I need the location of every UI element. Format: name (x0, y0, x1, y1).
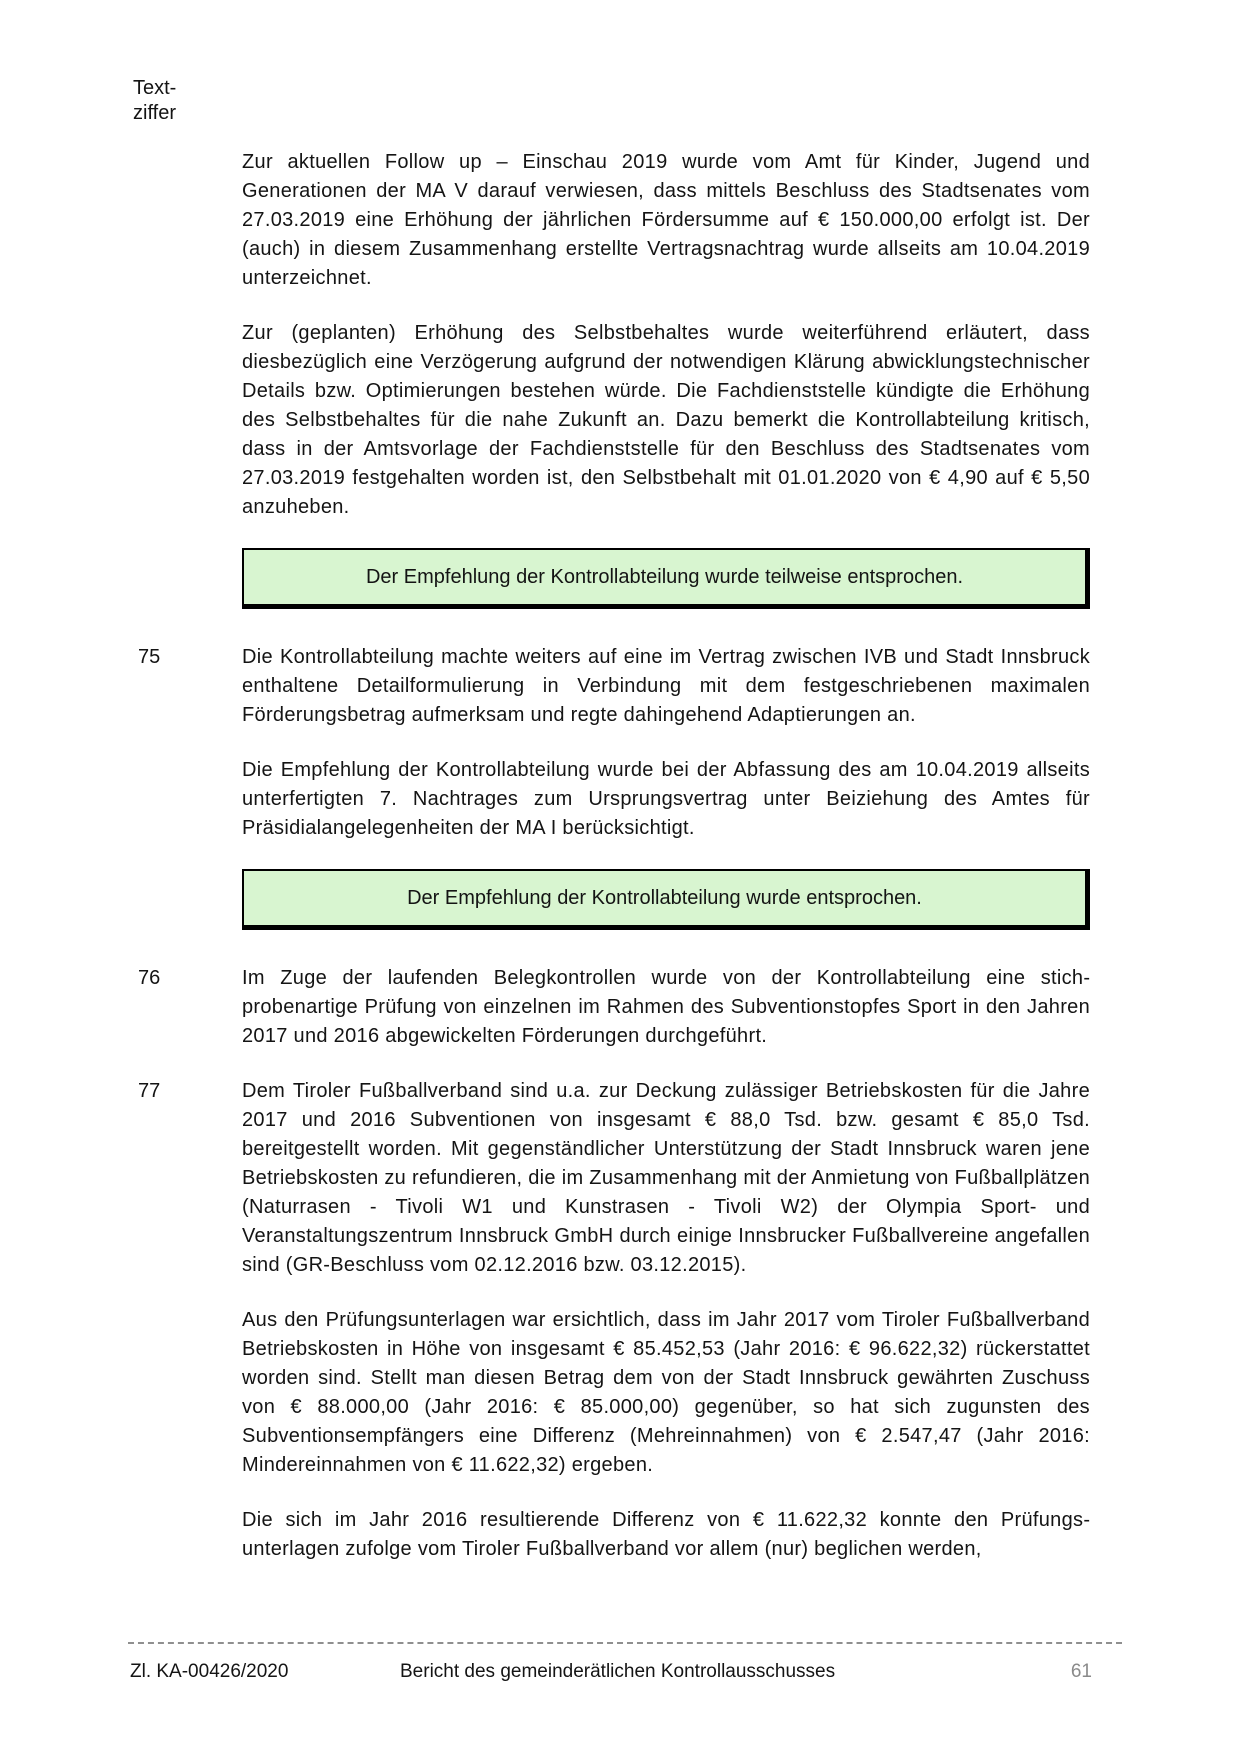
recommendation-box-entsprochen (242, 869, 1090, 930)
footer-page-number: 61 (1070, 1661, 1092, 1682)
paragraph-followup-einschau: Zur aktuellen Follow up – Einschau 2019 wurde vom Amt für Kinder, Jugend und Generationen der MA V darauf verwiesen, dass mittels Beschluss des Stadtsenates vom 27.03.2019 eine Erhöhung der jährlichen Fördersumme auf € 150.000,00 erfolgt ist. Der (auch) in diesem Zusammenhang erstellte Vertragsnachtrag wurde allseits am 10.04.2019 unterzeichnet. (242, 151, 1090, 289)
section-75 (138, 643, 1090, 730)
recommendation-box-text: Der Empfehlung der Kontrollabteilung wurde teilweise entsprochen. (365, 566, 963, 588)
textziffer-number-76: 76 (138, 967, 161, 989)
section-76 (138, 964, 1090, 1051)
textziffer-heading-line2: ziffer (133, 102, 176, 124)
textziffer-heading-line1: Text- (133, 77, 177, 99)
footer-dashed-divider (128, 1642, 1122, 1644)
content-column (138, 148, 1090, 1590)
textziffer-column-heading (133, 76, 176, 126)
paragraph-selbstbehalt: Zur (geplanten) Erhöhung des Selbstbehaltes wurde weiterführend erläutert, dass diesbezüglich eine Verzögerung aufgrund der notwendigen Klärung abwicklungstechnischer Details bzw. Optimierungen bestehen würde. Die Fachdienststelle kündigte die Erhöhung des Selbstbehaltes für die nahe Zukunft an. Dazu bemerkt die Kontrollabteilung kritisch, dass in der Amtsvorlage der Fachdienststelle für den Beschluss des Stadtsenates vom 27.03.2019 festgehalten worden ist, den Selbstbehalt mit 01.01.2020 von € 4,90 auf € 5,50 anzuheben. (242, 322, 1090, 518)
recommendation-box-teilweise (242, 548, 1090, 609)
section-77 (138, 1077, 1090, 1280)
textziffer-number-77: 77 (138, 1080, 161, 1102)
paragraph-75-vertrag-ivb: Die Kontrollabteilung machte weiters auf eine im Vertrag zwischen IVB und Stadt Innsbruck enthaltene Detailformulierung in Verbindung mit dem festgeschriebenen maximalen Förderungsbetrag aufmerksam und regte dahingehend Adaptierungen an. (242, 646, 1090, 726)
paragraph-75-empfehlung: Die Empfehlung der Kontrollabteilung wurde bei der Abfassung des am 10.04.2019 allseits unterfertigten 7. Nachtrages zum Ursprungsvertrag unter Beiziehung des Amtes für Präsidialangelegenheiten der MA I berücksichtigt. (242, 759, 1090, 839)
paragraph-77-fussballverband: Dem Tiroler Fußballverband sind u.a. zur Deckung zulässiger Betriebskosten für die Jahre 2017 und 2016 Subventionen von insgesamt € 88,0 Tsd. bzw. gesamt € 85,0 Tsd. bereitgestellt worden. Mit gegenständlicher Unterstützung der Stadt Innsbruck waren jene Betriebskosten zu refundieren, die im Zusammenhang mit der Anmietung von Fußballplätzen (Naturrasen - Tivoli W1 und Kunstrasen - Tivoli W2) der Olympia Sport- und Veranstaltungszentrum Innsbruck GmbH durch einige Innsbrucker Fußballvereine angefallen sind (GR-Beschluss vom 02.12.2016 bzw. 03.12.2015). (242, 1080, 1090, 1276)
paragraph-77-differenz: Die sich im Jahr 2016 resultierende Differenz von € 11.622,32 konnte den Prüfungsunterlagen zufolge vom Tiroler Fußballverband vor allem (nur) beglichen werden, (242, 1509, 1090, 1560)
paragraph-76-belegkontrollen: Im Zuge der laufenden Belegkontrollen wurde von der Kontrollabteilung eine stichprobenartige Prüfung von einzelnen im Rahmen des Subventionstopfes Sport in den Jahren 2017 und 2016 abgewickelten Förderungen durchgeführt. (242, 967, 1090, 1047)
footer-report-title: Bericht des gemeinderätlichen Kontrollausschusses (400, 1661, 836, 1682)
paragraph-77-pruefungsunterlagen: Aus den Prüfungsunterlagen war ersichtlich, dass im Jahr 2017 vom Tiroler Fußballverband Betriebskosten in Höhe von insgesamt € 85.452,53 (Jahr 2016: € 96.622,32) rückerstattet worden sind. Stellt man diesen Betrag dem von der Stadt Innsbruck gewährten Zuschuss von € 88.000,00 (Jahr 2016: € 85.000,00) gegenüber, so hat sich zugunsten des Subventionsempfängers eine Differenz (Mehreinnahmen) von € 2.547,47 (Jahr 2016: Mindereinnahmen von € 11.622,32) ergeben. (242, 1309, 1090, 1476)
recommendation-box-text: Der Empfehlung der Kontrollabteilung wurde entsprochen. (407, 887, 922, 909)
page-footer (130, 1660, 1122, 1690)
footer-reference-number: Zl. KA-00426/2020 (130, 1661, 289, 1682)
textziffer-number-75: 75 (138, 646, 161, 668)
